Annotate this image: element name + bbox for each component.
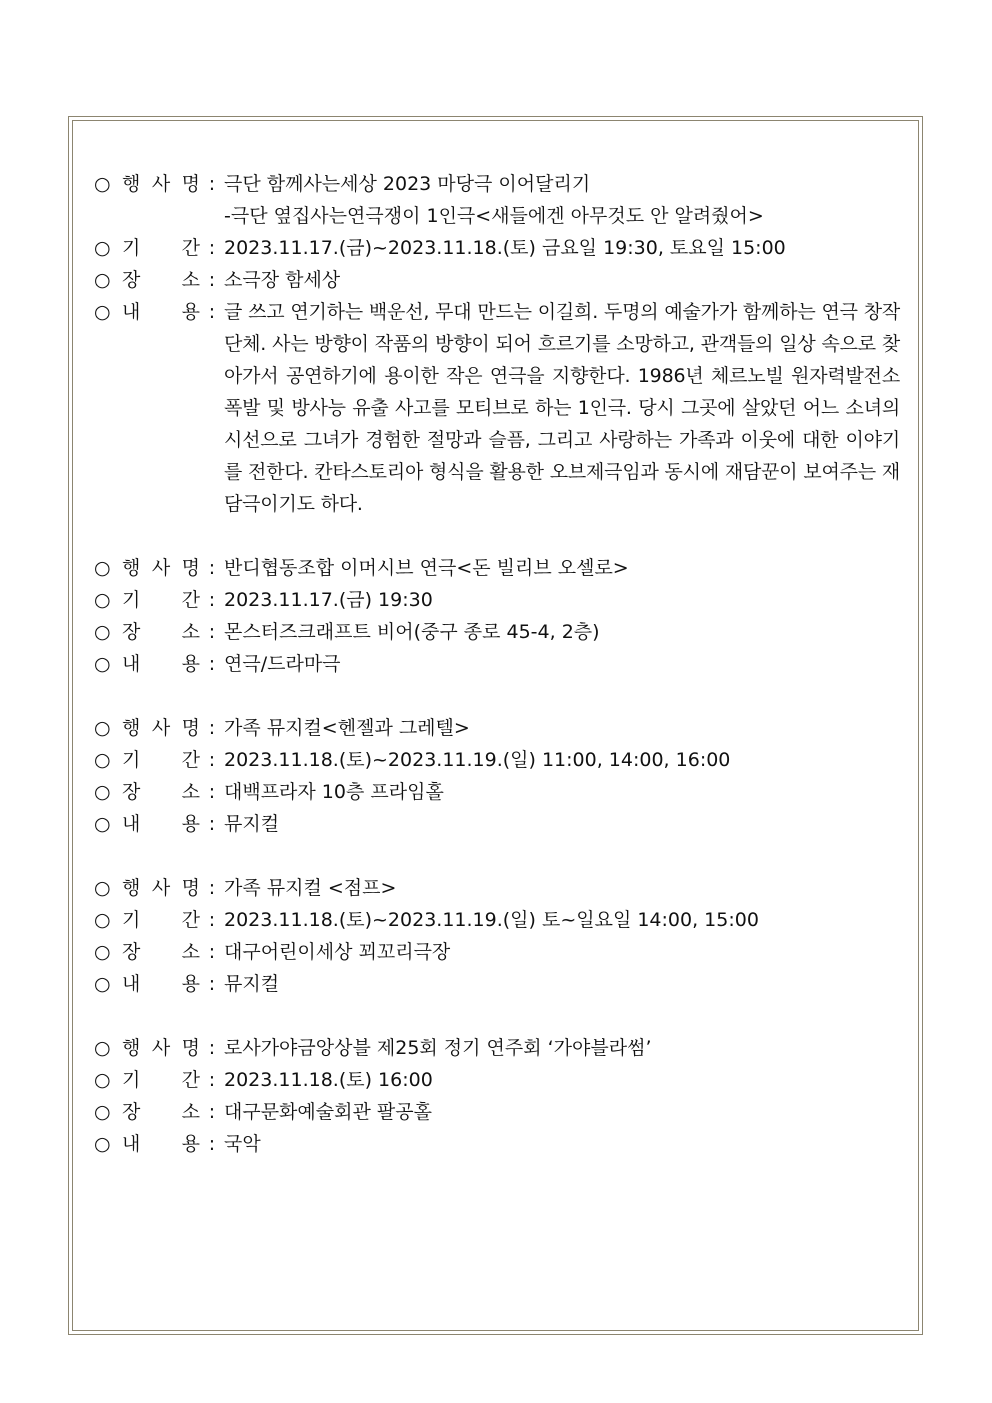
bullet-icon: ○	[94, 1133, 111, 1155]
event-period-row	[94, 904, 900, 936]
event-content-value: 뮤지컬	[224, 813, 280, 835]
event-period-value: 2023.11.18.(토)~2023.11.19.(일) 11:00, 14:00, 16:00	[224, 749, 731, 771]
event-content-label: 내 용	[122, 813, 200, 835]
event-entry	[94, 712, 900, 840]
bullet-icon: ○	[94, 173, 111, 195]
event-period-value: 2023.11.18.(토)~2023.11.19.(일) 토~일요일 14:00, 15:00	[224, 909, 759, 931]
event-place-label: 장 소	[122, 269, 200, 291]
bullet-icon: ○	[94, 877, 111, 899]
event-name-subtitle: -극단 옆집사는연극쟁이 1인극<새들에겐 아무것도 안 알려줬어>	[224, 205, 764, 227]
event-period-label: 기 간	[122, 589, 200, 611]
event-name-row	[94, 168, 900, 200]
event-place-value: 소극장 함세상	[224, 269, 341, 291]
colon: :	[208, 877, 216, 899]
event-name-value: 가족 뮤지컬<헨젤과 그레텔>	[224, 717, 470, 739]
event-content-label: 내 용	[122, 301, 200, 323]
event-place-value: 몬스터즈크래프트 비어(중구 종로 45-4, 2층)	[224, 621, 600, 643]
event-period-row	[94, 1064, 900, 1096]
colon: :	[208, 1101, 216, 1123]
event-period-value: 2023.11.18.(토) 16:00	[224, 1069, 433, 1091]
event-place-value: 대백프라자 10층 프라임홀	[224, 781, 444, 803]
event-name-row	[94, 1032, 900, 1064]
bullet-icon: ○	[94, 909, 111, 931]
colon: :	[208, 1037, 216, 1059]
event-place-label: 장 소	[122, 941, 200, 963]
bullet-icon: ○	[94, 589, 111, 611]
event-place-value: 대구어린이세상 꾀꼬리극장	[224, 941, 451, 963]
event-content-value: 뮤지컬	[224, 973, 280, 995]
event-place-row	[94, 264, 900, 296]
event-entry	[94, 1032, 900, 1160]
colon: :	[208, 781, 216, 803]
event-period-label: 기 간	[122, 909, 200, 931]
colon: :	[208, 589, 216, 611]
event-entry	[94, 872, 900, 1000]
bullet-icon: ○	[94, 941, 111, 963]
colon: :	[208, 973, 216, 995]
bullet-icon: ○	[94, 237, 111, 259]
event-period-value: 2023.11.17.(금)~2023.11.18.(토) 금요일 19:30, 토요일 15:00	[224, 237, 786, 259]
event-content-row	[94, 968, 900, 1000]
event-name-label: 행 사 명	[122, 877, 200, 899]
event-name-value: 로사가야금앙상블 제25회 정기 연주회 ‘가야블라썸’	[224, 1037, 652, 1059]
colon: :	[208, 621, 216, 643]
bullet-icon: ○	[94, 621, 111, 643]
event-name-value: 반디협동조합 이머시브 연극<돈 빌리브 오셀로>	[224, 557, 629, 579]
event-content-label: 내 용	[122, 653, 200, 675]
colon: :	[208, 1069, 216, 1091]
event-content-label: 내 용	[122, 1133, 200, 1155]
colon: :	[208, 941, 216, 963]
event-content-value: 국악	[224, 1133, 261, 1155]
bullet-icon: ○	[94, 749, 111, 771]
event-period-label: 기 간	[122, 237, 200, 259]
colon: :	[208, 301, 216, 323]
colon: :	[208, 749, 216, 771]
event-content-row	[94, 808, 900, 840]
colon: :	[208, 173, 216, 195]
event-name-row	[94, 552, 900, 584]
event-content-row	[94, 1128, 900, 1160]
event-period-label: 기 간	[122, 749, 200, 771]
event-content-row	[94, 296, 906, 520]
event-place-value: 대구문화예술회관 팔공홀	[224, 1101, 432, 1123]
bullet-icon: ○	[94, 717, 111, 739]
bullet-icon: ○	[94, 557, 111, 579]
event-place-row	[94, 1096, 900, 1128]
colon: :	[208, 557, 216, 579]
event-place-label: 장 소	[122, 621, 200, 643]
bullet-icon: ○	[94, 813, 111, 835]
bullet-icon: ○	[94, 781, 111, 803]
event-entry	[94, 168, 906, 520]
event-place-label: 장 소	[122, 1101, 200, 1123]
bullet-icon: ○	[94, 301, 111, 323]
event-period-row	[94, 584, 900, 616]
event-place-row	[94, 616, 900, 648]
colon: :	[208, 909, 216, 931]
event-content-label: 내 용	[122, 973, 200, 995]
event-name-label: 행 사 명	[122, 1037, 200, 1059]
event-place-row	[94, 776, 900, 808]
event-place-label: 장 소	[122, 781, 200, 803]
event-name-value: 가족 뮤지컬 <점프>	[224, 877, 397, 899]
event-content-value: 글 쓰고 연기하는 백운선, 무대 만드는 이길희. 두명의 예술가가 함께하는 연극 창작 단체. 사는 방향이 작품의 방향이 되어 흐르기를 소망하고, 관객들의 일상 속으로 찾아가서 공연하기에 용이한 작은 연극을 지향한다. 1986년 체르노빌 원자력발전소 폭발 및 방사능 유출 사고를 모티브로 하는 1인극. 당시 그곳에 살았던 어느 소녀의 시선으로 그녀가 경험한 절망과 슬픔, 그리고 사랑하는 가족과 이웃에 대한 이야기를 전한다. 칸타스토리아 형식을 활용한 오브제극임과 동시에 재담꾼이 보여주는 재담극이기도 하다.	[224, 301, 906, 515]
event-content-row	[94, 648, 900, 680]
event-name-label: 행 사 명	[122, 717, 200, 739]
event-name-label: 행 사 명	[122, 557, 200, 579]
bullet-icon: ○	[94, 653, 111, 675]
event-period-label: 기 간	[122, 1069, 200, 1091]
colon: :	[208, 237, 216, 259]
event-period-row	[94, 232, 900, 264]
bullet-icon: ○	[94, 1101, 111, 1123]
event-entry	[94, 552, 900, 680]
colon: :	[208, 269, 216, 291]
colon: :	[208, 717, 216, 739]
bullet-icon: ○	[94, 1037, 111, 1059]
bullet-icon: ○	[94, 1069, 111, 1091]
event-name-row	[94, 872, 900, 904]
bullet-icon: ○	[94, 269, 111, 291]
event-list	[94, 168, 906, 1192]
bullet-icon: ○	[94, 973, 111, 995]
colon: :	[208, 1133, 216, 1155]
event-name-row	[94, 712, 900, 744]
event-content-value: 연극/드라마극	[224, 653, 341, 675]
event-period-row	[94, 744, 900, 776]
event-name-label: 행 사 명	[122, 173, 200, 195]
event-name-value: 극단 함께사는세상 2023 마당극 이어달리기	[224, 173, 591, 195]
colon: :	[208, 653, 216, 675]
event-period-value: 2023.11.17.(금) 19:30	[224, 589, 433, 611]
colon: :	[208, 813, 216, 835]
event-place-row	[94, 936, 900, 968]
